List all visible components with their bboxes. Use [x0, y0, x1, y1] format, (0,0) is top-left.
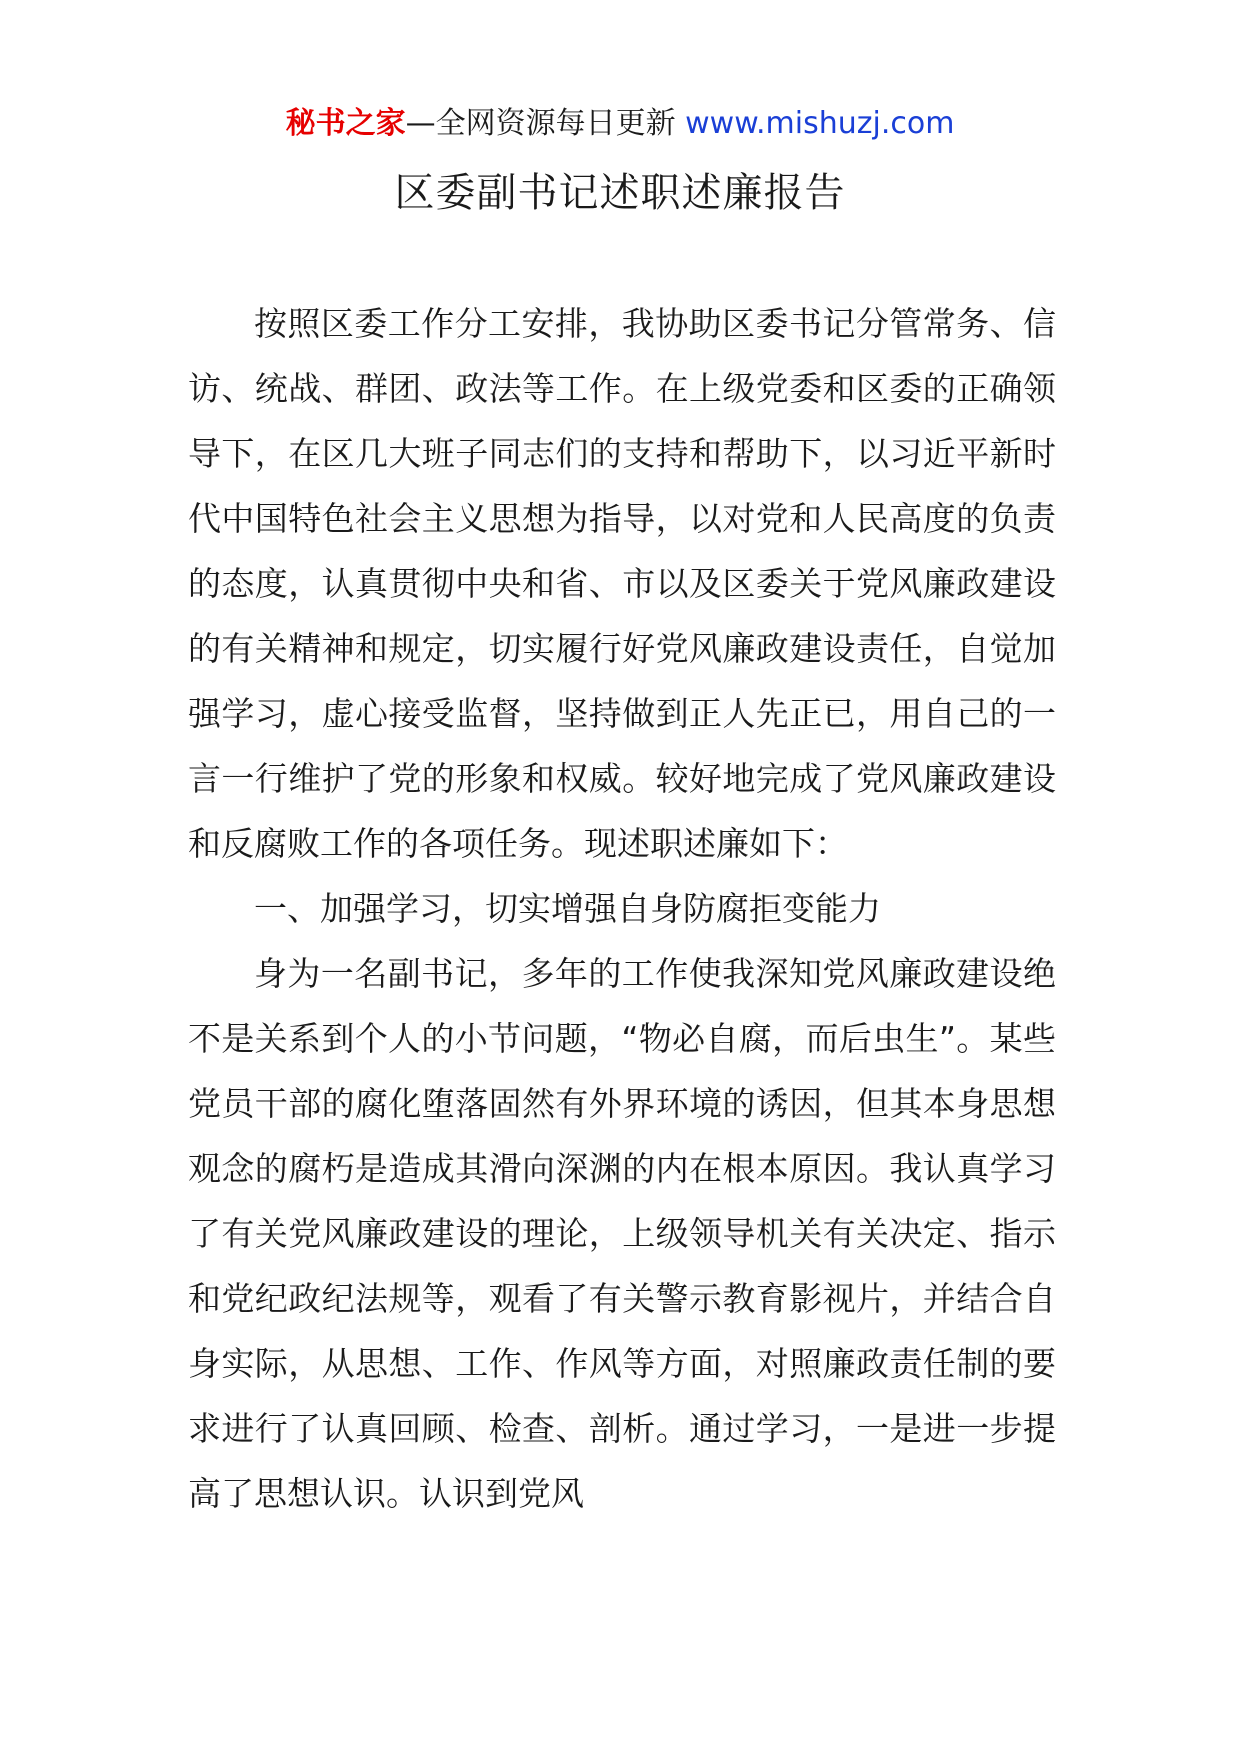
document-title: 区委副书记述职述廉报告	[394, 170, 846, 216]
document-body	[188, 291, 1056, 1526]
banner-slogan: —全网资源每日更新	[405, 106, 676, 141]
paragraph-study: 身为一名副书记，多年的工作使我深知党风廉政建设绝不是关系到个人的小节问题，“物必自腐，而后虫生”。某些党员干部的腐化堕落固然有外界环境的诱因，但其本身思想观念的腐朽是造成其滑向深渊的内在根本原因。我认真学习了有关党风廉政建设的理论，上级领导机关有关决定、指示和党纪政纪法规等，观看了有关警示教育影视片，并结合自身实际，从思想、工作、作风等方面，对照廉政责任制的要求进行了认真回顾、检查、剖析。通过学习，一是进一步提高了思想认识。认识到党风	[188, 954, 1056, 1513]
paragraph-intro: 按照区委工作分工安排，我协助区委书记分管常务、信访、统战、群团、政法等工作。在上级党委和区委的正确领导下，在区几大班子同志们的支持和帮助下，以习近平新时代中国特色社会主义思想为指导，以对党和人民高度的负责的态度，认真贯彻中央和省、市以及区委关于党风廉政建设的有关精神和规定，切实履行好党风廉政建设责任，自觉加强学习，虚心接受监督，坚持做到正人先正已，用自己的一言一行维护了党的形象和权威。较好地完成了党风廉政建设和反腐败工作的各项任务。现述职述廉如下：	[188, 304, 1056, 863]
section-heading-1: 一、加强学习，切实增强自身防腐拒变能力	[254, 889, 881, 928]
site-url-link[interactable]: www.mishuzj.com	[685, 106, 955, 141]
brand-name: 秘书之家	[285, 106, 406, 141]
site-banner	[0, 100, 1240, 148]
